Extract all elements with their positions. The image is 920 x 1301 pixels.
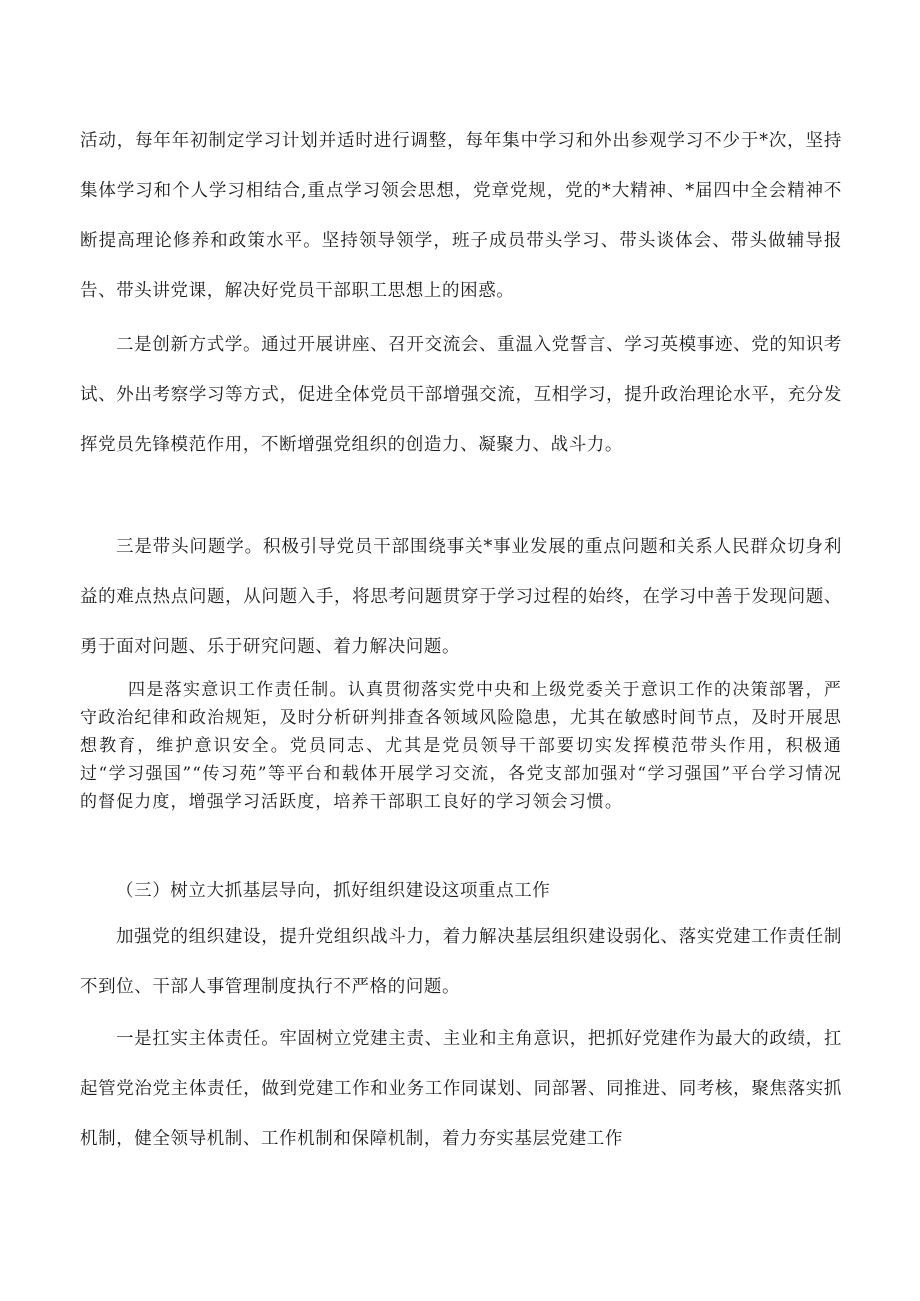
paragraph-main-responsibility: 一是扛实主体责任。牢固树立党建主责、主业和主角意识，把抓好党建作为最大的政绩，扛起管党治党主体责任，做到党建工作和业务工作同谋划、同部署、同推进、同考核，聚焦落实抓机制，健全领导机制、工作机制和保障机制，着力夯实基层党建工作 <box>80 1029 842 1149</box>
paragraph-responsibility-system: 四是落实意识工作责任制。认真贯彻落实党中央和上级党委关于意识工作的决策部署，严守政治纪律和政治规矩，及时分析研判排查各领域风险隐患，尤其在敏感时间节点，及时开展思想教育，维护意识安全。党员同志、尤其是党员领导干部要切实发挥模范带头作用，积极通过“学习强国”“传习苑”等平台和载体开展学习交流，各党支部加强对“学习强国”平台学习情况的督促力度，增强学习活跃度，培养干部职工良好的学习领会习惯。 <box>80 680 842 812</box>
paragraph-continuation: 活动，每年年初制定学习计划并适时进行调整，每年集中学习和外出参观学习不少于*次，坚持集体学习和个人学习相结合,重点学习领会思想，党章党规，党的*大精神、*届四中全会精神不断提高理论修养和政策水平。坚持领导领学，班子成员带头学习、带头谈体会、带头做辅导报告、带头讲党课，解决好党员干部职工思想上的困惑。 <box>80 131 842 301</box>
section-heading-three: （三）树立大抓基层导向，抓好组织建设这项重点工作 <box>116 881 551 901</box>
paragraph-organization-building: 加强党的组织建设，提升党组织战斗力，着力解决基层组织建设弱化、落实党建工作责任制不到位、干部人事管理制度执行不严格的问题。 <box>80 927 842 997</box>
paragraph-innovate-methods: 二是创新方式学。通过开展讲座、召开交流会、重温入党誓言、学习英模事迹、党的知识考试、外出考察学习等方式，促进全体党员干部增强交流，互相学习，提升政治理论水平，充分发挥党员先锋模范作用，不断增强党组织的创造力、凝聚力、战斗力。 <box>80 335 842 455</box>
paragraph-problem-study: 三是带头问题学。积极引导党员干部围绕事关*事业发展的重点问题和关系人民群众切身利益的难点热点问题，从问题入手，将思考问题贯穿于学习过程的始终，在学习中善于发现问题、勇于面对问题、乐于研究问题、着力解决问题。 <box>80 537 842 657</box>
